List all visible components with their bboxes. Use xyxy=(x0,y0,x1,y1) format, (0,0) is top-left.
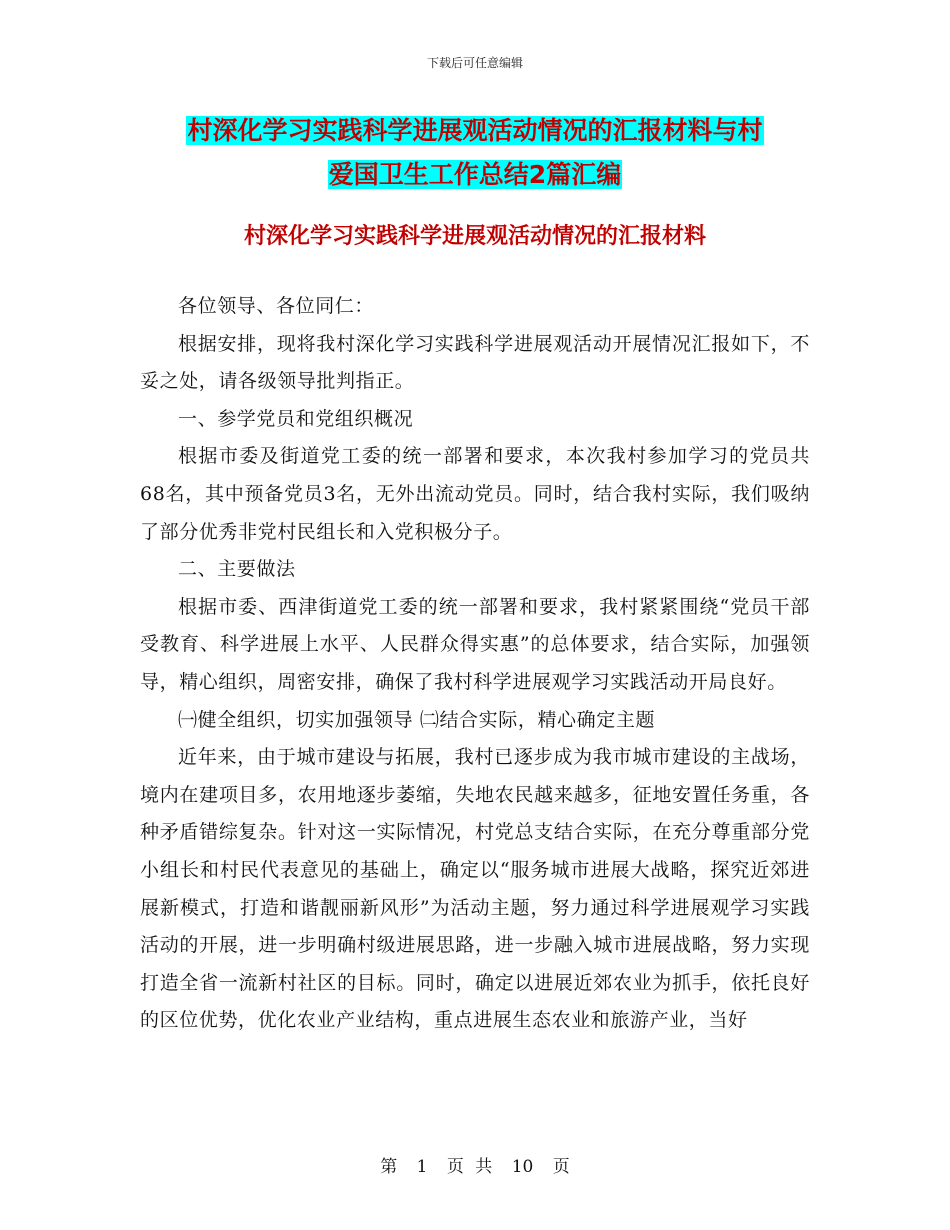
total-page-count: 10 xyxy=(511,1157,534,1177)
footer-middle: 页 共 xyxy=(446,1157,493,1177)
footer-suffix: 页 xyxy=(552,1157,570,1177)
title-highlight-1: 村深化学习实践科学进展观活动情况的汇报材料与村 xyxy=(187,116,763,145)
paragraph-section-1: 根据市委及街道党工委的统一部署和要求，本次我村参加学习的党员共68名，其中预备党员3名，无外出流动党员。同时，结合我村实际，我们吸纳了部分优秀非党村民组长和入党积极分子。 xyxy=(140,445,810,543)
document-title-line-2 xyxy=(0,157,950,193)
paragraph-intro: 根据安排，现将我村深化学习实践科学进展观活动开展情况汇报如下，不妥之处，请各级领导批判指正。 xyxy=(140,332,810,393)
section-title: 村深化学习实践科学进展观活动情况的汇报材料 xyxy=(243,224,706,249)
heading-section-1: 一、参学党员和党组织概况 xyxy=(178,407,414,430)
current-page-number: 1 xyxy=(416,1157,428,1177)
title-highlight-2: 爱国卫生工作总结2篇汇编 xyxy=(328,160,622,189)
paragraph-section-2: 根据市委、西津街道党工委的统一部署和要求，我村紧紧围绕“党员干部受教育、科学进展上水平、人民群众得实惠”的总体要求，结合实际，加强领导，精心组织，周密安排，确保了我村科学进展观学习实践活动开局良好。 xyxy=(140,595,810,693)
document-body xyxy=(140,288,810,1040)
heading-subsections: ㈠健全组织，切实加强领导 ㈡结合实际，精心确定主题 xyxy=(178,708,656,731)
paragraph-greeting: 各位领导、各位同仁： xyxy=(178,295,375,317)
header-note: 下载后可任意编辑 xyxy=(426,56,523,70)
document-title-line-1 xyxy=(0,113,950,149)
footer-prefix: 第 xyxy=(380,1157,398,1177)
heading-section-2: 二、主要做法 xyxy=(178,558,296,581)
page-footer xyxy=(0,1152,950,1177)
paragraph-subsection: 近年来，由于城市建设与拓展，我村已逐步成为我市城市建设的主战场，境内在建项目多，农用地逐步萎缩，失地农民越来越多，征地安置任务重，各种矛盾错综复杂。针对这一实际情况，村党总支结合实际，在充分尊重部分党小组长和村民代表意见的基础上，确定以“服务城市进展大战略，探究近郊进展新模式，打造和谐靓丽新风形”为活动主题，努力通过科学进展观学习实践活动的开展，进一步明确村级进展思路，进一步融入城市进展战略，努力实现打造全省一流新村社区的目标。同时，确定以进展近郊农业为抓手，依托良好的区位优势，优化农业产业结构，重点进展生态农业和旅游产业，当好 xyxy=(140,746,810,1032)
